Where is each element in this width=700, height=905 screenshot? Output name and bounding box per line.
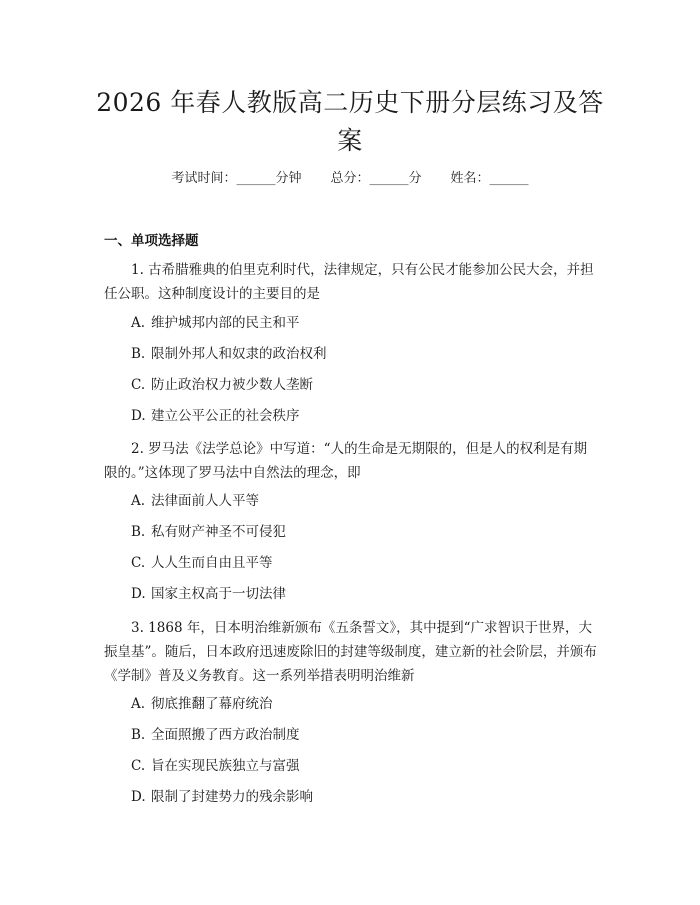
- option-text: 旨在实现民族独立与富强: [151, 758, 300, 774]
- score-unit: 分: [408, 171, 422, 186]
- question-2-option-a: [131, 491, 259, 511]
- question-2-option-b: [131, 522, 286, 542]
- option-text: 法律面前人人平等: [151, 493, 259, 509]
- option-letter: B.: [131, 524, 146, 540]
- option-text: 私有财产神圣不可侵犯: [151, 524, 286, 540]
- question-1-option-d: [131, 406, 300, 426]
- question-1-option-b: [131, 344, 327, 364]
- option-letter: C.: [131, 377, 146, 393]
- option-text: 限制外邦人和奴隶的政治权利: [151, 346, 327, 362]
- option-text: 维护城邦内部的民主和平: [151, 315, 300, 331]
- option-letter: C.: [131, 758, 146, 774]
- name-label: 姓名：: [450, 171, 490, 186]
- score-label: 总分：: [330, 171, 370, 186]
- section-heading: 一、单项选择题: [104, 233, 199, 249]
- question-1-option-c: [131, 375, 313, 395]
- question-3-option-b: [131, 725, 300, 745]
- question-3-stem: 3. 1868 年，日本明治维新颁布《五条誓文》，其中提到“广求智识于世界，大振皇基”。随后，日本政府迅速废除旧的封建等级制度，建立新的社会阶层，并颁布《学制》普及义务教育。这一系列举措表明明治维新: [104, 620, 597, 684]
- option-letter: D.: [131, 586, 146, 602]
- question-3-option-c: [131, 756, 300, 776]
- question-3-option-a: [131, 694, 273, 714]
- time-unit: 分钟: [275, 171, 302, 186]
- exam-info-line: [0, 167, 700, 186]
- option-letter: D.: [131, 408, 146, 424]
- option-letter: C.: [131, 555, 146, 571]
- question-2-option-d: [131, 584, 286, 604]
- option-text: 全面照搬了西方政治制度: [151, 727, 300, 743]
- option-text: 彻底推翻了幕府统治: [151, 696, 273, 712]
- question-3-option-d: [131, 787, 313, 807]
- option-text: 建立公平公正的社会秩序: [151, 408, 300, 424]
- option-text: 防止政治权力被少数人垄断: [151, 377, 313, 393]
- question-1-option-a: [131, 313, 300, 333]
- name-blank: ______: [489, 171, 529, 186]
- time-label: 考试时间：: [171, 171, 237, 186]
- score-blank: ______: [369, 171, 409, 186]
- option-text: 限制了封建势力的残余影响: [151, 789, 313, 805]
- question-2-stem: 2. 罗马法《法学总论》中写道：“人的生命是无期限的，但是人的权利是有期限的。”这体现了罗马法中自然法的理念，即: [104, 441, 588, 481]
- option-letter: A.: [131, 315, 146, 331]
- option-text: 人人生而自由且平等: [151, 555, 273, 571]
- document-title: 2026 年春人教版高二历史下册分层练习及答案: [96, 88, 604, 155]
- question-2-option-c: [131, 553, 273, 573]
- option-letter: A.: [131, 696, 146, 712]
- option-text: 国家主权高于一切法律: [151, 586, 286, 602]
- option-letter: B.: [131, 727, 146, 743]
- time-blank: ______: [236, 171, 276, 186]
- option-letter: A.: [131, 493, 146, 509]
- option-letter: D.: [131, 789, 146, 805]
- question-1-stem: 1. 古希腊雅典的伯里克利时代，法律规定，只有公民才能参加公民大会，并担任公职。这种制度设计的主要目的是: [104, 262, 594, 302]
- option-letter: B.: [131, 346, 146, 362]
